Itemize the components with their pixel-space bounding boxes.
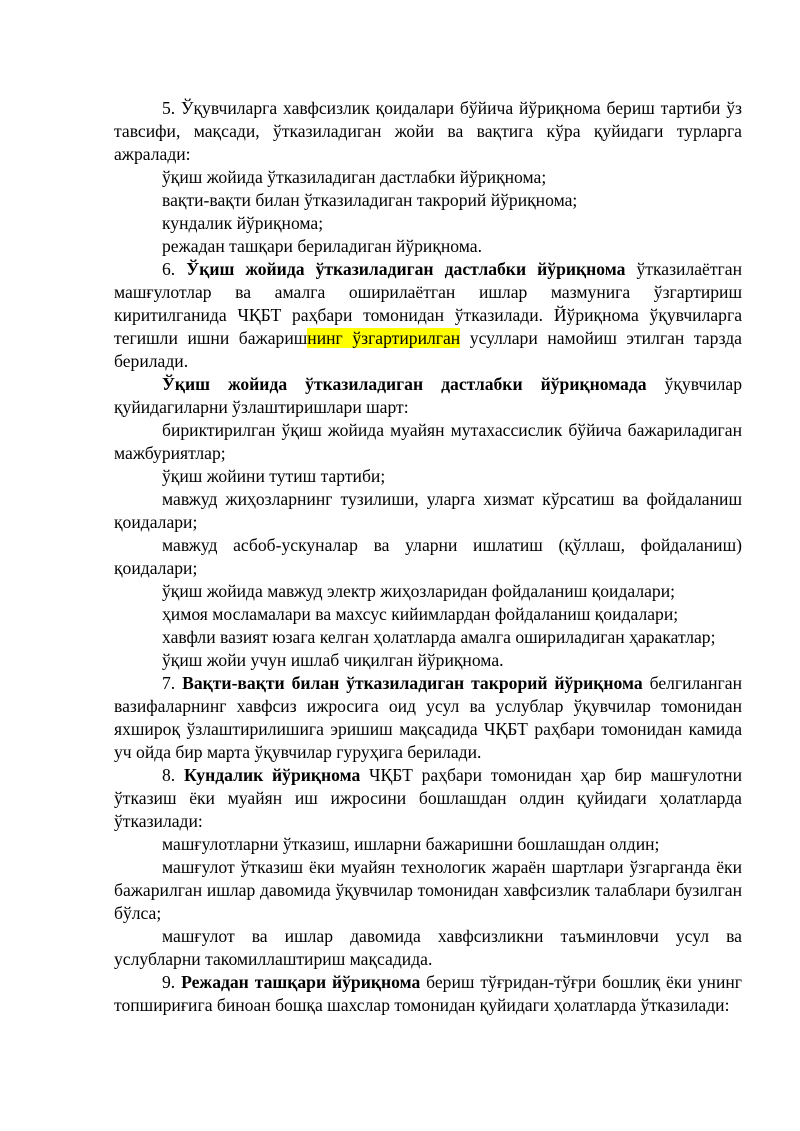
- list-item: ҳимоя мосламалари ва махсус кийимлардан фойдаланиш қоидалари;: [162, 604, 679, 624]
- paragraph-9: [114, 971, 742, 1017]
- list-item: хавфли вазият юзага келган ҳолатларда амалга ошириладиган ҳаракатлар;: [162, 627, 716, 647]
- bold-term: Кундалик йўриқнома: [183, 765, 361, 785]
- paragraph-text: усуллари намойиш этилган тарзда берилади.: [114, 328, 742, 371]
- paragraph-number: 6.: [162, 259, 176, 279]
- list-item: режадан ташқари бериладиган йўриқнома.: [162, 236, 482, 256]
- list-item: вақти-вақти билан ўтказиладиган такрорий йўриқнома;: [162, 190, 578, 210]
- paragraph-5: [114, 97, 742, 166]
- paragraph-text: ЧҚБТ раҳбари томонидан ҳар бир машғулотни ўтказиш ёки муайян иш ижросини бошлашдан олдин қуйидаги ҳолатларда ўтказилади:: [114, 765, 742, 831]
- bold-term: Режадан ташқари йўриқнома: [181, 972, 421, 992]
- list-item: машғулот ва ишлар давомида хавфсизликни таъминловчи усул ва услубларни такомиллаштириш мақсадида.: [114, 926, 742, 969]
- paragraph-8: [114, 764, 742, 833]
- highlighted-space: [343, 328, 353, 348]
- list-item: бириктирилган ўқиш жойида муайян мутахассислик бўйича бажариладиган мажбуриятлар;: [114, 420, 742, 463]
- paragraph-text: ўқувчилар қуйидагиларни ўзлаштиришлари шарт:: [114, 374, 742, 417]
- paragraph-number: 9.: [162, 972, 176, 992]
- list-item: мавжуд асбоб-ускуналар ва уларни ишлатиш (қўллаш, фойдаланиш) қоидалари;: [114, 535, 742, 578]
- list-item: машғулот ўтказиш ёки муайян технологик жараён шартлари ўзгарганда ёки бажарилган ишлар давомида ўқувчилар томонидан хавфсизлик талаблари бузилган бўлса;: [114, 857, 742, 923]
- document-body: [114, 97, 742, 1017]
- paragraph-number: 8.: [162, 765, 176, 785]
- list-item: ўқиш жойида ўтказиладиган дастлабки йўриқнома;: [162, 167, 547, 187]
- paragraph-7: [114, 672, 742, 764]
- paragraph-text: бериш тўғридан-тўғри бошлиқ ёки унинг топшириғига биноан бошқа шахслар томонидан қуйидаги ҳолатларда ўтказилади:: [114, 972, 742, 1015]
- list-item: кундалик йўриқнома;: [162, 213, 324, 233]
- list-item: ўқиш жойи учун ишлаб чиқилган йўриқнома.: [162, 650, 504, 670]
- paragraph-number: 7.: [162, 673, 176, 693]
- highlighted-text: нинг: [307, 328, 343, 348]
- paragraph-text: Ўқувчиларга хавфсизлик қоидалари бўйича йўриқнома бериш тартиби ўз тавсифи, мақсади, ўтказиладиган жойи ва вақтига кўра қуйидаги турларга ажралади:: [114, 98, 742, 164]
- paragraph-6: [114, 258, 742, 373]
- bold-term: Вақти-вақти билан ўтказиладиган такрорий йўриқнома: [182, 673, 643, 693]
- highlighted-text: ўзгартирилган: [352, 328, 461, 348]
- paragraph-text: ўтказилаётган машғулотлар ва амалга оширилаётган ишлар мазмунига ўзгартириш киритилганида ЧҚБТ раҳбари томонидан ўтказилади. Йўриқнома ўқувчиларга тегишли ишни бажариш: [114, 259, 742, 348]
- list-item: ўқиш жойида мавжуд электр жиҳозларидан фойдаланиш қоидалари;: [162, 581, 676, 601]
- bold-term: Ўқиш жойида ўтказиладиган дастлабки йўриқнома: [186, 259, 626, 279]
- list-item: ўқиш жойини тутиш тартиби;: [162, 466, 386, 486]
- bold-term: Ўқиш жойида ўтказиладиган дастлабки йўриқномада: [162, 374, 647, 394]
- list-item: мавжуд жиҳозларнинг тузилиши, уларга хизмат кўрсатиш ва фойдаланиш қоидалари;: [114, 489, 742, 532]
- list-item: машғулотларни ўтказиш, ишларни бажаришни бошлашдан олдин;: [162, 834, 660, 854]
- paragraph-text: белгиланган вазифаларнинг хавфсиз ижросига оид усул ва услублар ўқувчилар томонидан яхшироқ ўзлаштирилишига эришиш мақсадида ЧҚБТ раҳбари томонидан камида уч ойда бир марта ўқувчилар гуруҳига берилади.: [114, 673, 742, 762]
- paragraph-6b: [114, 373, 742, 419]
- paragraph-number: 5.: [162, 98, 176, 118]
